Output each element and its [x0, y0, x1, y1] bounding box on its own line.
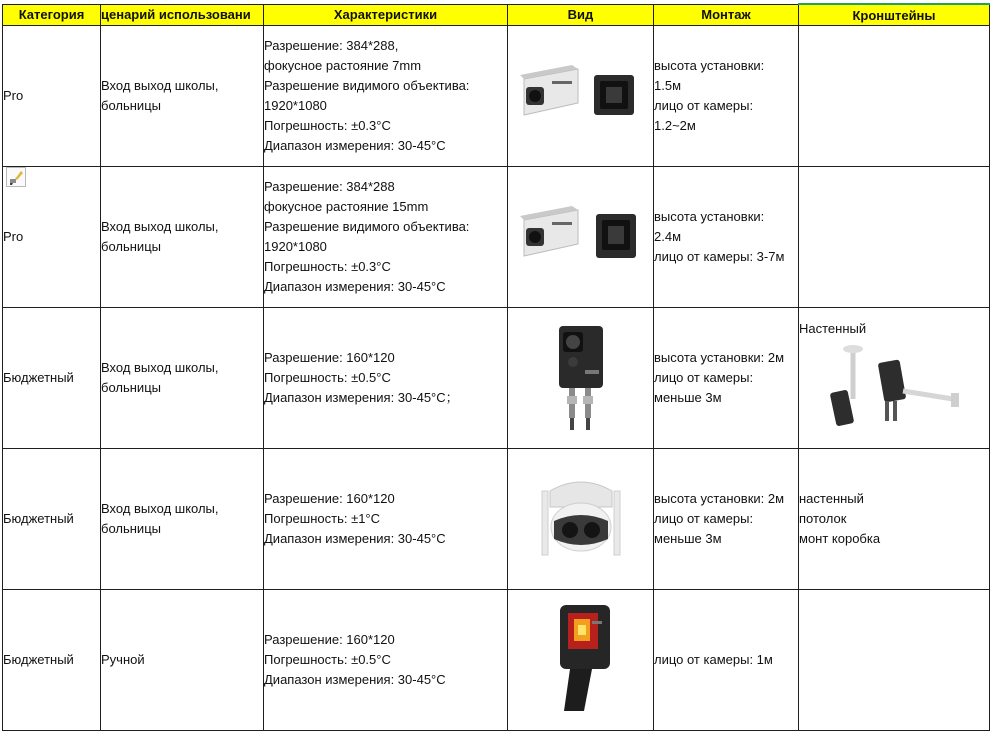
mount-cell[interactable] — [654, 167, 799, 308]
view-cell[interactable] — [508, 449, 654, 590]
table-row — [3, 308, 990, 449]
scenario-line: больницы — [101, 380, 161, 395]
header-specs[interactable]: Характеристики — [264, 4, 508, 26]
bracket-line: потолок — [799, 511, 847, 526]
table-row — [3, 26, 990, 167]
brackets-cell[interactable] — [799, 308, 990, 449]
spec-line: Погрешность: ±1°C — [264, 511, 381, 526]
brackets-cell[interactable] — [799, 590, 990, 731]
scenario-line: Вход выход школы, — [101, 219, 219, 234]
specs-cell[interactable] — [264, 449, 508, 590]
scenario-cell[interactable] — [101, 26, 264, 167]
spec-line: Разрешение: 160*120 — [264, 350, 395, 365]
spec-line: Диапазон измерения: 30-45°C； — [264, 390, 459, 405]
mount-line: меньше 3м — [654, 390, 722, 405]
scenario-line: Вход выход школы, — [101, 360, 219, 375]
wall-bracket-image — [813, 339, 973, 439]
scenario-line: Вход выход школы, — [101, 501, 219, 516]
category-cell[interactable]: Бюджетный — [3, 449, 101, 590]
specs-cell[interactable] — [264, 167, 508, 308]
table-row — [3, 167, 990, 308]
scenario-line: больницы — [101, 98, 161, 113]
mount-line: лицо от камеры: — [654, 370, 754, 385]
mount-cell[interactable] — [654, 590, 799, 731]
spec-line: Погрешность: ±0.5°C — [264, 652, 391, 667]
handheld-thermal-camera-image — [546, 601, 616, 719]
spec-line: Диапазон измерения: 30-45°C — [264, 531, 446, 546]
view-cell[interactable] — [508, 26, 654, 167]
view-cell[interactable] — [508, 308, 654, 449]
scenario-line: Ручной — [101, 652, 145, 667]
spec-line: Разрешение: 384*288 — [264, 179, 395, 194]
spec-line: Диапазон измерения: 30-45°C — [264, 279, 446, 294]
header-row — [3, 4, 990, 26]
mount-line: высота установки: 2м — [654, 491, 785, 506]
paste-options-icon[interactable] — [6, 167, 26, 187]
header-brackets[interactable]: Кронштейны — [799, 4, 990, 26]
spec-line: Погрешность: ±0.3°C — [264, 118, 391, 133]
mount-line: 1.2~2м — [654, 118, 696, 133]
paintbrush-icon — [7, 168, 25, 186]
spec-line: Диапазон измерения: 30-45°C — [264, 138, 446, 153]
bullet-and-cube-cameras-image — [516, 202, 646, 272]
view-cell[interactable] — [508, 167, 654, 308]
spec-line: Погрешность: ±0.5°C — [264, 370, 391, 385]
scenario-cell[interactable] — [101, 590, 264, 731]
mount-line: лицо от камеры: 1м — [654, 652, 773, 667]
turret-thermal-camera-image — [536, 469, 626, 569]
header-view[interactable]: Вид — [508, 4, 654, 26]
products-table — [2, 3, 990, 731]
specs-cell[interactable] — [264, 590, 508, 731]
scenario-cell[interactable] — [101, 167, 264, 308]
category-cell[interactable]: Бюджетный — [3, 590, 101, 731]
mount-line: лицо от камеры: — [654, 98, 754, 113]
scenario-cell[interactable] — [101, 449, 264, 590]
mount-line: высота установки: — [654, 209, 765, 224]
spec-line: 1920*1080 — [264, 239, 327, 254]
mount-line: высота установки: — [654, 58, 765, 73]
mount-line: меньше 3м — [654, 531, 722, 546]
spec-line: Погрешность: ±0.3°C — [264, 259, 391, 274]
view-cell[interactable] — [508, 590, 654, 731]
category-cell[interactable]: Pro — [3, 26, 101, 167]
mount-line: лицо от камеры: 3-7м — [654, 249, 785, 264]
scenario-line: больницы — [101, 239, 161, 254]
brackets-cell[interactable] — [799, 26, 990, 167]
bracket-line: настенный — [799, 491, 864, 506]
mount-line: высота установки: 2м — [654, 350, 785, 365]
category-cell[interactable]: Pro — [3, 167, 101, 308]
mount-line: 2.4м — [654, 229, 682, 244]
header-scenario[interactable]: ценарий использовани — [101, 4, 264, 26]
bracket-line: Настенный — [799, 321, 867, 336]
brackets-cell[interactable] — [799, 167, 990, 308]
scenario-cell[interactable] — [101, 308, 264, 449]
table-row — [3, 449, 990, 590]
spec-line: фокусное растояние 7mm — [264, 58, 422, 73]
scenario-line: больницы — [101, 521, 161, 536]
header-category[interactable]: Категория — [3, 4, 101, 26]
spec-line: Разрешение: 384*288, — [264, 38, 399, 53]
brackets-cell[interactable] — [799, 449, 990, 590]
mount-line: лицо от камеры: — [654, 511, 754, 526]
compact-thermal-camera-image — [551, 322, 611, 434]
bullet-and-cube-cameras-image — [516, 61, 646, 131]
spec-line: 1920*1080 — [264, 98, 327, 113]
specs-cell[interactable] — [264, 26, 508, 167]
mount-cell[interactable] — [654, 449, 799, 590]
scenario-line: Вход выход школы, — [101, 78, 219, 93]
specs-cell[interactable] — [264, 308, 508, 449]
spec-line: Диапазон измерения: 30-45°C — [264, 672, 446, 687]
mount-cell[interactable] — [654, 26, 799, 167]
spec-line: Разрешение видимого объектива: — [264, 219, 470, 234]
table-row — [3, 590, 990, 731]
spec-line: Разрешение: 160*120 — [264, 491, 395, 506]
spec-line: фокусное растояние 15mm — [264, 199, 429, 214]
spec-line: Разрешение: 160*120 — [264, 632, 395, 647]
mount-cell[interactable] — [654, 308, 799, 449]
mount-line: 1.5м — [654, 78, 682, 93]
category-cell[interactable]: Бюджетный — [3, 308, 101, 449]
header-mount[interactable]: Монтаж — [654, 4, 799, 26]
bracket-line: монт коробка — [799, 531, 881, 546]
spec-line: Разрешение видимого объектива: — [264, 78, 470, 93]
